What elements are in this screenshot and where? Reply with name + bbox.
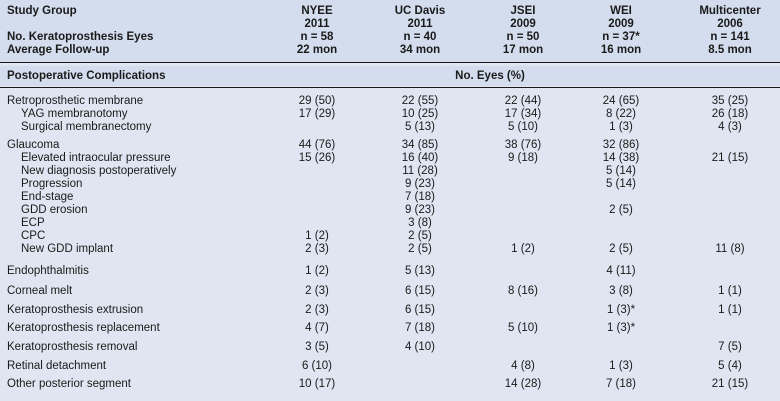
cell: 1 (3)* xyxy=(606,322,636,334)
cell: 6 (15) xyxy=(404,304,436,316)
cell: 1 (3) xyxy=(609,121,633,133)
cell: 7 (18) xyxy=(605,378,637,390)
cell: 4 (10) xyxy=(404,341,436,353)
cell: 26 (18) xyxy=(711,108,749,120)
header-label: No. Keratoprosthesis Eyes xyxy=(7,31,154,43)
cell: 3 (8) xyxy=(408,217,432,229)
table-row xyxy=(0,152,780,165)
table-row xyxy=(0,204,780,217)
subheader-row xyxy=(0,70,780,83)
row-label: CPC xyxy=(21,230,46,242)
cell: 5 (14) xyxy=(605,165,637,177)
row-label: Keratoprosthesis removal xyxy=(7,341,138,353)
cell: 21 (15) xyxy=(711,152,749,164)
row-label: Surgical membranectomy xyxy=(21,121,152,133)
row-label: ECP xyxy=(21,217,45,229)
header-cell: 16 mon xyxy=(600,44,642,56)
cell: 9 (23) xyxy=(404,178,436,190)
cell: 4 (3) xyxy=(718,121,742,133)
header-cell: NYEE xyxy=(301,5,333,17)
row-label: Retroprosthetic membrane xyxy=(7,95,144,107)
cell: 44 (76) xyxy=(298,139,336,151)
cell: 2 (5) xyxy=(609,243,633,255)
cell: 34 (85) xyxy=(401,139,439,151)
table-row xyxy=(0,121,780,134)
header-divider xyxy=(0,62,780,63)
row-label: YAG membranotomy xyxy=(21,108,128,120)
cell: 1 (2) xyxy=(305,265,329,277)
table-row xyxy=(0,165,780,178)
cell: 5 (10) xyxy=(507,121,539,133)
cell: 38 (76) xyxy=(504,139,542,151)
cell: 2 (3) xyxy=(305,304,329,316)
cell: 1 (2) xyxy=(305,230,329,242)
header-cell: 2009 xyxy=(608,18,634,30)
cell: 32 (86) xyxy=(602,139,640,151)
cell: 4 (7) xyxy=(305,322,329,334)
cell: 11 (28) xyxy=(402,165,438,177)
cell: 8 (22) xyxy=(605,108,637,120)
row-label: New GDD implant xyxy=(21,243,114,255)
cell: 17 (29) xyxy=(298,108,336,120)
cell: 3 (5) xyxy=(305,341,329,353)
cell: 1 (1) xyxy=(718,304,742,316)
row-label: Corneal melt xyxy=(7,285,73,297)
row-label: Elevated intraocular pressure xyxy=(21,152,171,164)
table-row xyxy=(0,191,780,204)
cell: 14 (28) xyxy=(504,378,542,390)
header-cell: n = 37* xyxy=(602,31,640,43)
table-row xyxy=(0,341,780,354)
table-row xyxy=(0,360,780,373)
cell: 9 (18) xyxy=(507,152,539,164)
cell: 21 (15) xyxy=(711,378,749,390)
row-label: Retinal detachment xyxy=(7,360,107,372)
header-cell: 2006 xyxy=(717,18,743,30)
cell: 4 (8) xyxy=(511,360,535,372)
table-row xyxy=(0,378,780,391)
cell: 16 (40) xyxy=(401,152,439,164)
header-row-study-group xyxy=(0,5,780,18)
table-row xyxy=(0,243,780,256)
cell: 35 (25) xyxy=(711,95,749,107)
row-label: Endophthalmitis xyxy=(7,265,89,277)
row-label: Progression xyxy=(21,178,83,190)
subheader-label: Postoperative Complications xyxy=(7,70,166,82)
cell: 6 (15) xyxy=(404,285,436,297)
row-label: New diagnosis postoperatively xyxy=(21,165,177,177)
cell: 5 (13) xyxy=(404,265,436,277)
header-cell: Multicenter xyxy=(699,5,761,17)
table-row xyxy=(0,322,780,335)
cell: 9 (23) xyxy=(404,204,436,216)
header-row-follow-up xyxy=(0,44,780,57)
cell: 1 (1) xyxy=(718,285,742,297)
header-cell: n = 50 xyxy=(506,31,540,43)
row-label: GDD erosion xyxy=(21,204,88,216)
cell: 15 (26) xyxy=(298,152,336,164)
cell: 17 (34) xyxy=(504,108,542,120)
cell: 10 (17) xyxy=(298,378,336,390)
header-cell: 2011 xyxy=(304,18,330,30)
row-label: Glaucoma xyxy=(7,139,60,151)
header-cell: 34 mon xyxy=(399,44,441,56)
header-cell: UC Davis xyxy=(394,5,446,17)
table-row xyxy=(0,265,780,278)
table-row xyxy=(0,108,780,121)
cell: 8 (16) xyxy=(507,285,539,297)
header-row-year xyxy=(0,18,780,31)
cell: 10 (25) xyxy=(401,108,439,120)
cell: 24 (65) xyxy=(602,95,640,107)
cell: 2 (3) xyxy=(305,243,329,255)
cell: 7 (18) xyxy=(404,191,436,203)
cell: 29 (50) xyxy=(298,95,336,107)
table-row xyxy=(0,178,780,191)
header-cell: WEI xyxy=(610,5,632,17)
table-row xyxy=(0,217,780,230)
cell: 7 (18) xyxy=(404,322,436,334)
cell: 3 (8) xyxy=(609,285,633,297)
header-label: Study Group xyxy=(7,5,77,17)
cell: 5 (14) xyxy=(605,178,637,190)
table-row xyxy=(0,285,780,298)
header-label: Average Follow-up xyxy=(7,44,110,56)
row-label: End-stage xyxy=(21,191,74,203)
cell: 22 (55) xyxy=(401,95,439,107)
header-cell: JSEI xyxy=(510,5,536,17)
header-cell: n = 58 xyxy=(300,31,334,43)
header-cell: n = 141 xyxy=(710,31,750,43)
header-row-eyes xyxy=(0,31,780,44)
cell: 1 (3)* xyxy=(606,304,636,316)
cell: 5 (10) xyxy=(507,322,539,334)
cell: 14 (38) xyxy=(602,152,640,164)
table-row xyxy=(0,304,780,317)
cell: 2 (5) xyxy=(408,243,432,255)
cell: 2 (5) xyxy=(609,204,633,216)
header-cell: 22 mon xyxy=(296,44,338,56)
subheader-center: No. Eyes (%) xyxy=(455,70,525,82)
cell: 4 (11) xyxy=(606,265,636,277)
row-label: Other posterior segment xyxy=(7,378,132,390)
cell: 1 (3) xyxy=(609,360,633,372)
cell: 7 (5) xyxy=(718,341,742,353)
table-row xyxy=(0,139,780,152)
row-label: Keratoprosthesis extrusion xyxy=(7,304,144,316)
table-row xyxy=(0,95,780,108)
cell: 1 (2) xyxy=(511,243,535,255)
header-cell: 17 mon xyxy=(502,44,544,56)
header-cell: n = 40 xyxy=(403,31,437,43)
cell: 11 (8) xyxy=(715,243,745,255)
row-label: Keratoprosthesis replacement xyxy=(7,322,160,334)
cell: 22 (44) xyxy=(504,95,542,107)
table-row xyxy=(0,230,780,243)
cell: 2 (5) xyxy=(408,230,432,242)
cell: 5 (4) xyxy=(718,360,742,372)
cell: 2 (3) xyxy=(305,285,329,297)
header-cell: 2009 xyxy=(510,18,536,30)
header-cell: 8.5 mon xyxy=(708,44,752,56)
cell: 5 (13) xyxy=(404,121,436,133)
subheader-divider xyxy=(0,87,780,88)
header-cell: 2011 xyxy=(407,18,433,30)
cell: 6 (10) xyxy=(301,360,333,372)
